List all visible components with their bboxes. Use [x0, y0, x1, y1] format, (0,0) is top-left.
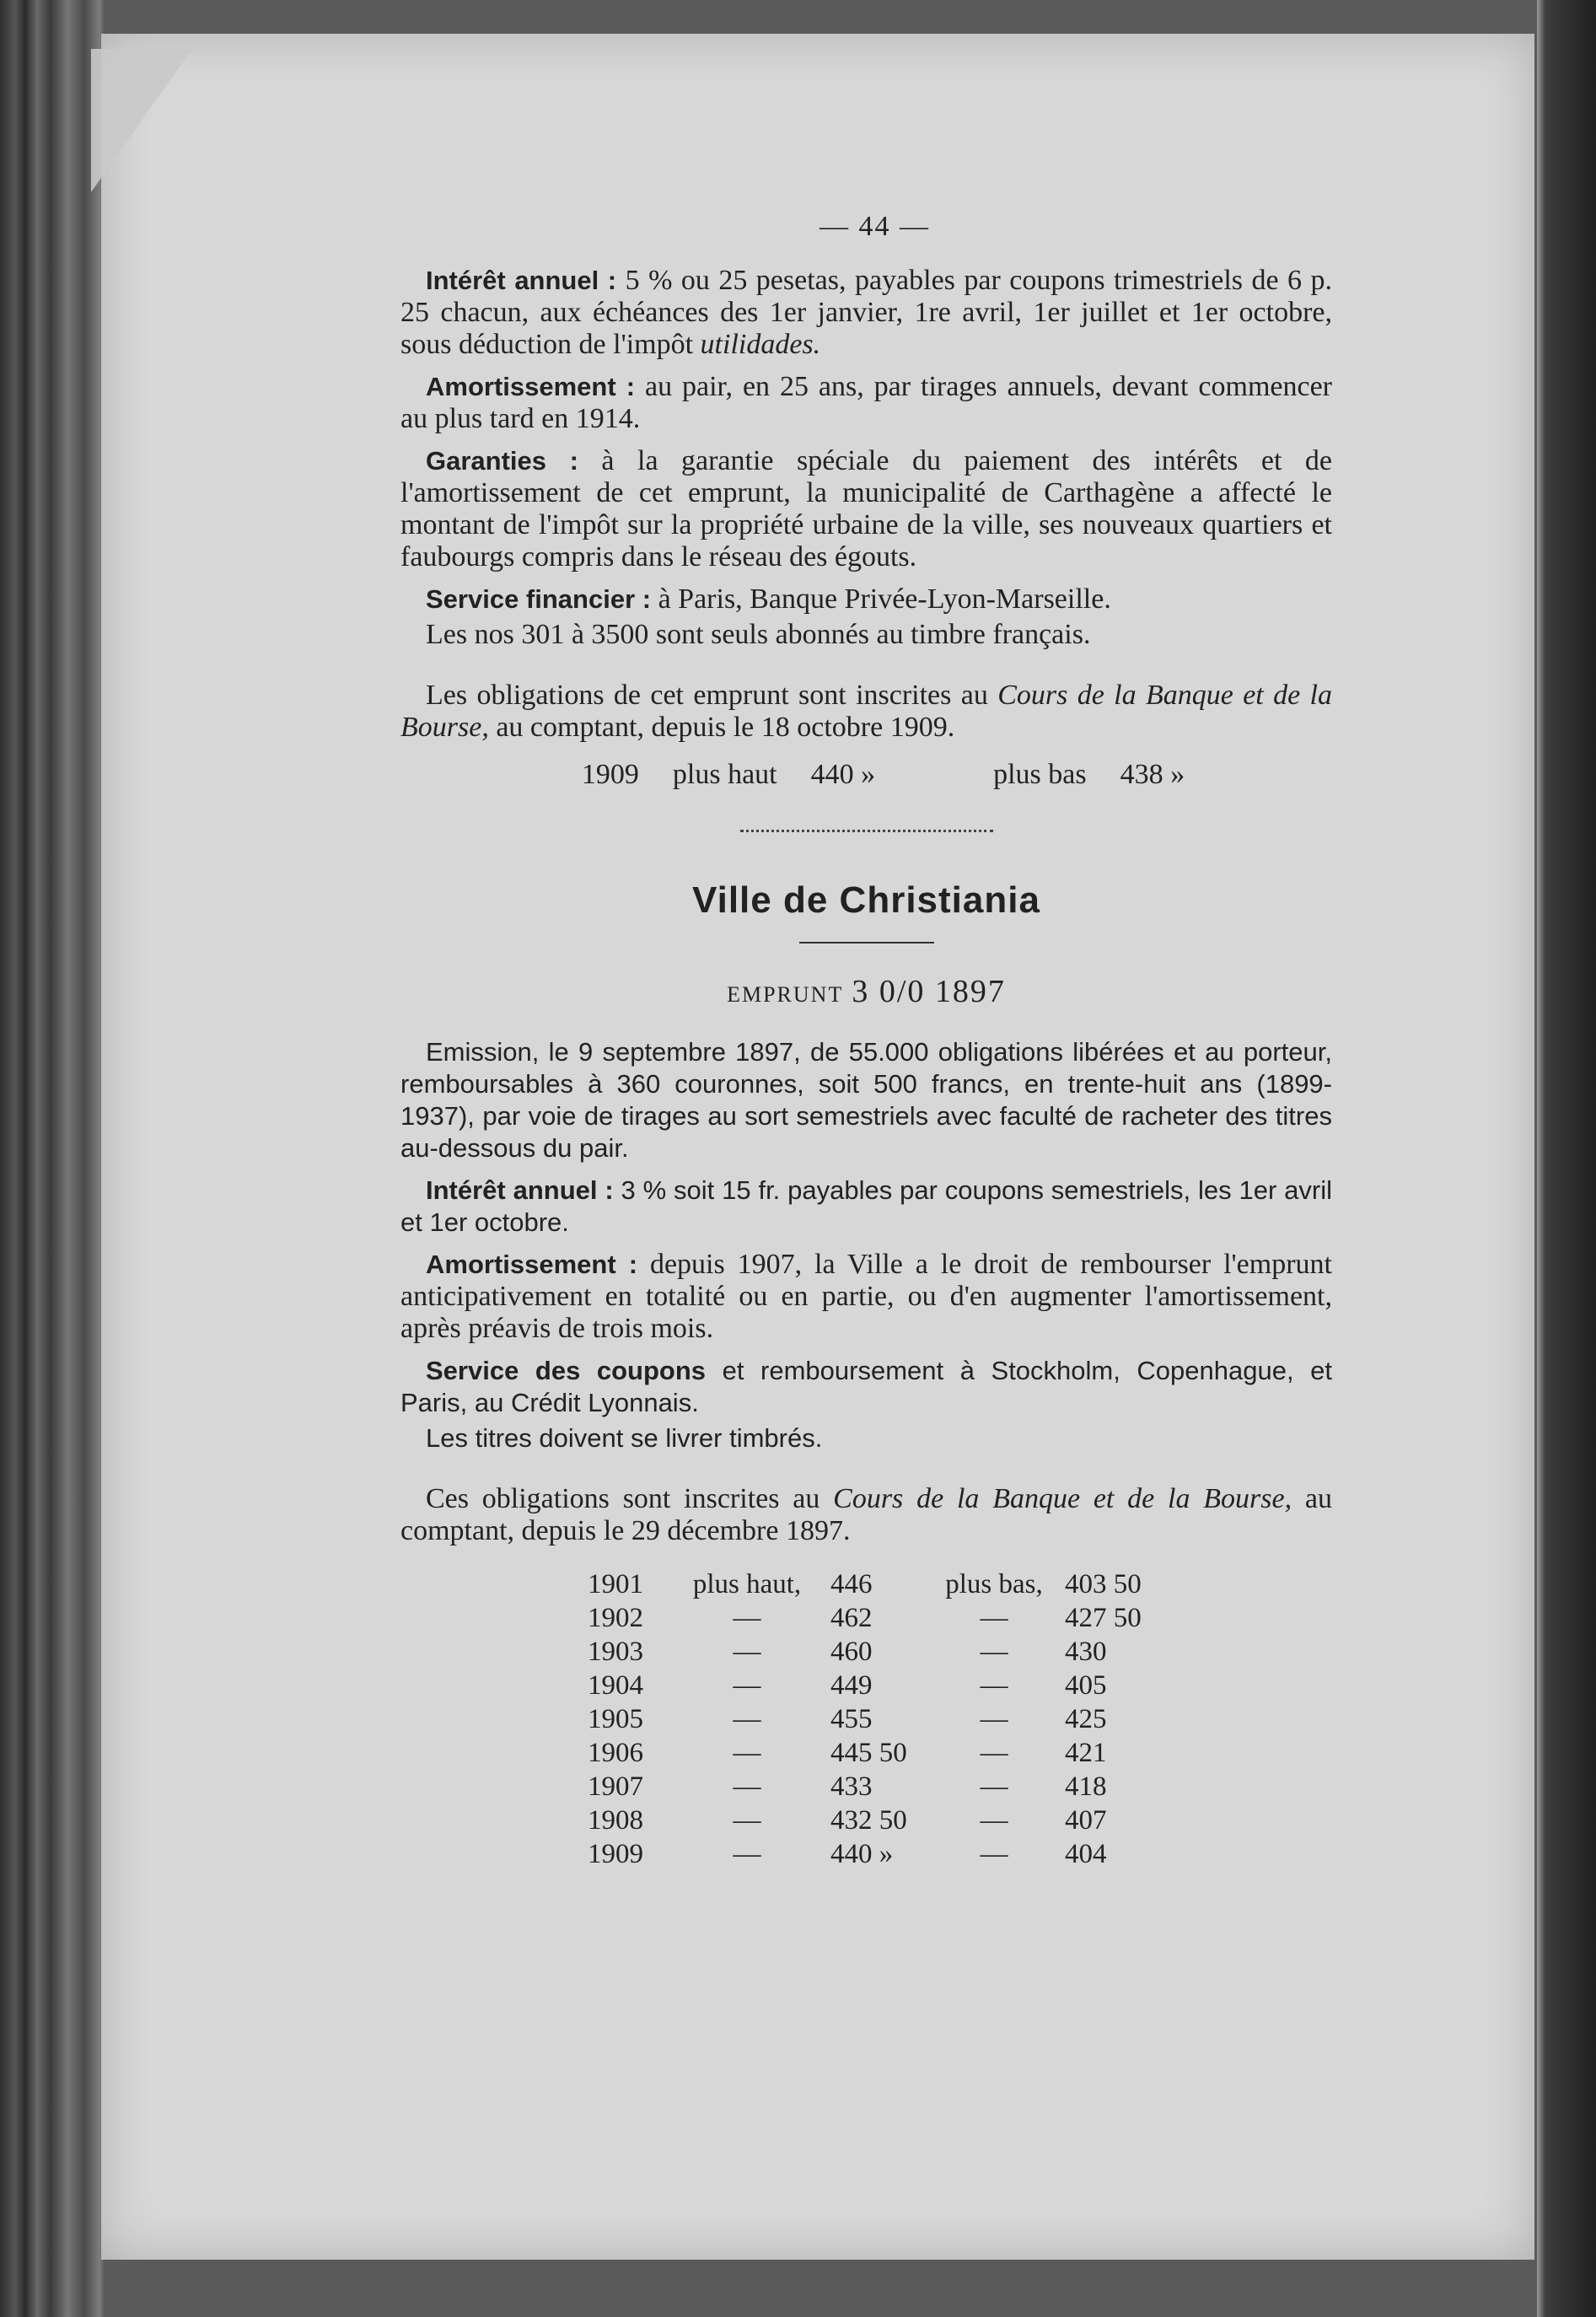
table-row [578, 1736, 1168, 1770]
christiania-interet [400, 1175, 1332, 1239]
book-binding-edge [1537, 0, 1596, 2317]
quote-low: 418 [1065, 1771, 1107, 1802]
title-rule [799, 942, 934, 943]
quote-hl: — [733, 1637, 761, 1667]
garanties-text: à la garantie spéciale du paiement des intérêts et de l'amortissement de cet emprunt, la municipalité de Carthagène a affecté le montant de l'impôt sur la propriété urbaine de la ville, ses nouveaux quartiers et faubourgs compris dans le réseau des égouts. [400, 445, 1332, 573]
carthagene-price-line [400, 759, 1332, 791]
quote-year: 1905 [588, 1704, 643, 1734]
quote-hl: — [733, 1839, 761, 1869]
ch-cours-text-start: Ces obligations sont inscrites au [426, 1483, 834, 1514]
price-low-label: plus bas [993, 759, 1087, 790]
quote-hl: — [733, 1704, 761, 1734]
christiania-timbres: Les titres doivent se livrer timbrés. [426, 1423, 823, 1453]
section-subtitle [400, 976, 1332, 1011]
cours-text-start: Les obligations de cet emprunt sont inscrites au [426, 680, 998, 711]
table-row [578, 1837, 1168, 1871]
quote-ll: — [980, 1771, 1008, 1802]
price-high-label: plus haut [672, 759, 777, 790]
quote-ll: — [980, 1805, 1008, 1836]
quote-low: 425 [1065, 1704, 1107, 1734]
table-row [578, 1601, 1168, 1635]
service-text: à Paris, Banque Privée-Lyon-Marseille. [651, 583, 1111, 615]
quote-year: 1901 [588, 1569, 643, 1599]
table-row [578, 1804, 1168, 1837]
quote-high: 455 [830, 1704, 873, 1734]
quote-ll: — [980, 1738, 1008, 1768]
quote-year: 1909 [588, 1839, 643, 1869]
interet-label: Intérêt annuel : [426, 266, 617, 295]
quote-high: 432 50 [830, 1805, 907, 1836]
quote-low: 405 [1065, 1670, 1107, 1701]
quote-hl: — [733, 1771, 761, 1802]
table-row [578, 1770, 1168, 1804]
carthagene-interet [400, 265, 1332, 361]
quote-ll: — [980, 1637, 1008, 1667]
folded-corner [91, 49, 192, 192]
ch-interet-text: 3 % soit 15 fr. payables par coupons semestriels, les 1er avril et 1er octobre. [400, 1175, 1332, 1237]
quote-year: 1903 [588, 1637, 643, 1667]
quote-year: 1904 [588, 1670, 643, 1701]
page-content [400, 211, 1332, 1871]
price-high: 440 » [810, 759, 876, 790]
table-row [578, 1567, 1168, 1601]
price-year: 1909 [581, 759, 639, 790]
table-row [578, 1635, 1168, 1669]
quote-year: 1908 [588, 1805, 643, 1836]
garanties-label: Garanties : [426, 446, 578, 476]
ch-amortissement-text: depuis 1907, la Ville a le droit de rembourser l'emprunt anticipativement en totalité ou en partie, ou d'en augmenter l'amortissement, après préavis de trois mois. [400, 1249, 1332, 1344]
subtitle-text: 3 0/0 1897 [852, 974, 1006, 1009]
subtitle-prefix: EMPRUNT [727, 982, 844, 1007]
quote-low: 421 [1065, 1738, 1107, 1768]
ch-service-text: et remboursement à Stockholm, Copenhague, et Paris, au Crédit Lyonnais. [400, 1356, 1333, 1417]
amortissement-text: au pair, en 25 ans, par tirages annuels, devant commencer au plus tard en 1914. [400, 371, 1333, 434]
quote-hl: plus haut, [692, 1569, 802, 1599]
ch-amortissement-label: Amortissement : [426, 1250, 638, 1279]
quote-year: 1906 [588, 1738, 643, 1768]
quote-low: 404 [1065, 1839, 1107, 1869]
quote-high: 446 [830, 1569, 873, 1599]
cours-text-end: au comptant, depuis le 18 octobre 1909. [488, 712, 955, 743]
quote-ll: plus bas, [945, 1569, 1043, 1599]
ch-interet-label: Intérêt annuel : [426, 1175, 614, 1205]
quote-ll: — [980, 1603, 1008, 1633]
carthagene-service [400, 583, 1332, 616]
quote-hl: — [733, 1738, 761, 1768]
quote-ll: — [980, 1839, 1008, 1869]
service-label: Service financier : [426, 584, 652, 614]
section-title: Ville de Christiania [692, 879, 1040, 921]
quote-low: 407 [1065, 1805, 1107, 1836]
quote-hl: — [733, 1805, 761, 1836]
quote-low: 427 50 [1065, 1603, 1142, 1633]
ch-service-label: Service des coupons [426, 1356, 707, 1385]
christiania-service [400, 1355, 1332, 1419]
quote-hl: — [733, 1603, 761, 1633]
page-number: — 44 — [819, 211, 930, 242]
quote-low: 430 [1065, 1637, 1107, 1667]
quote-high: 449 [830, 1670, 873, 1701]
christiania-emission: Emission, le 9 septembre 1897, de 55.000 obligations libérées et au porteur, remboursables à 360 couronnes, soit 500 francs, en trente-huit ans (1899-1937), par voie de tirages au sort semestriels avec faculté de racheter des titres au-dessous du pair. [400, 1037, 1332, 1163]
quote-hl: — [733, 1670, 761, 1701]
quote-high: 460 [830, 1637, 873, 1667]
quote-year: 1907 [588, 1771, 643, 1802]
quote-ll: — [980, 1670, 1008, 1701]
cours-italic: Cours de la Banque et de la Bourse, [400, 680, 1332, 743]
carthagene-abonnes: Les nos 301 à 3500 sont seuls abonnés au timbre français. [426, 619, 1091, 650]
amortissement-label: Amortissement : [426, 372, 636, 401]
table-row [578, 1669, 1168, 1702]
christiania-amortissement [400, 1249, 1332, 1345]
quote-ll: — [980, 1704, 1008, 1734]
quote-high: 433 [830, 1771, 873, 1802]
carthagene-cours [400, 680, 1332, 744]
carthagene-amortissement [400, 371, 1332, 435]
ch-cours-text-end: au comptant, depuis le 29 décembre 1897. [400, 1483, 1333, 1546]
price-table [578, 1567, 1168, 1871]
interet-italic: utilidades. [700, 329, 821, 360]
carthagene-garanties [400, 445, 1332, 573]
quote-year: 1902 [588, 1603, 643, 1633]
christiania-cours [400, 1483, 1332, 1547]
table-row [578, 1702, 1168, 1736]
quote-low: 403 50 [1065, 1569, 1142, 1599]
quote-high: 462 [830, 1603, 873, 1633]
price-low: 438 » [1120, 759, 1185, 790]
section-divider [740, 823, 993, 832]
quote-high: 445 50 [830, 1738, 907, 1768]
quote-high: 440 » [830, 1839, 894, 1869]
ch-cours-italic: Cours de la Banque et de la Bourse, [833, 1483, 1292, 1514]
interet-text: 5 % ou 25 pesetas, payables par coupons trimestriels de 6 p. 25 chacun, aux échéances des 1er janvier, 1re avril, 1er juillet et 1er octobre, sous déduction de l'impôt [400, 265, 1332, 360]
